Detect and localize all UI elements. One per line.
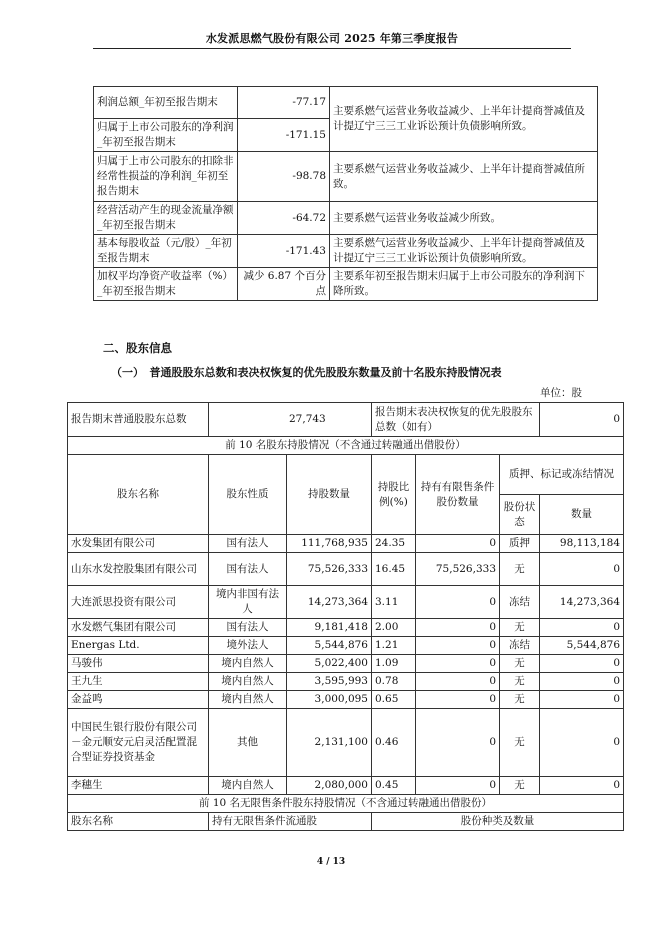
reason-cell: 主要系燃气运营业务收益减少、上半年计提商誉减值及计提辽宁三三工业诉讼预计负债影响所致。 <box>330 87 598 152</box>
header-row <box>68 455 624 495</box>
value-cell: -77.17 <box>238 87 330 119</box>
header-pledge-qty: 数量 <box>540 495 624 535</box>
holder-nature: 境内自然人 <box>209 655 287 673</box>
unrestricted-title: 前 10 名无限售条件股东持股情况（不含通过转融通出借股份） <box>68 795 624 813</box>
holder-ratio: 1.21 <box>372 637 416 655</box>
holder-name: 马骏伟 <box>68 655 209 673</box>
total-holders-value: 27,743 <box>209 403 372 437</box>
holder-qty: 98,113,184 <box>540 535 624 553</box>
shareholders-table <box>67 402 624 831</box>
holder-shares: 3,595,993 <box>287 673 372 691</box>
holder-nature: 境内自然人 <box>209 691 287 709</box>
holder-shares: 9,181,418 <box>287 619 372 637</box>
holder-ratio: 0.78 <box>372 673 416 691</box>
table-row <box>68 655 624 673</box>
holder-status: 无 <box>500 619 540 637</box>
table-row <box>68 586 624 619</box>
table-row <box>94 152 598 202</box>
holder-name: Energas Ltd. <box>68 637 209 655</box>
holder-qty: 0 <box>540 709 624 777</box>
holder-status: 无 <box>500 673 540 691</box>
reason-cell: 主要系年初至报告期末归属于上市公司股东的净利润下降所致。 <box>330 268 598 301</box>
unit-label: 单位：股 <box>540 387 582 399</box>
header-name: 股东名称 <box>68 455 209 535</box>
table-row <box>68 553 624 586</box>
header-pledge: 质押、标记或冻结情况 <box>500 455 624 495</box>
table-row <box>68 619 624 637</box>
holder-name: 水发燃气集团有限公司 <box>68 619 209 637</box>
holder-qty: 0 <box>540 673 624 691</box>
holder-nature: 境内自然人 <box>209 777 287 795</box>
holder-name: 山东水发控股集团有限公司 <box>68 553 209 586</box>
table-row <box>68 709 624 777</box>
holder-status: 无 <box>500 553 540 586</box>
item-cell: 归属于上市公司股东的净利润_年初至报告期末 <box>94 119 238 152</box>
report-header: 水发派思燃气股份有限公司 2025 年第三季度报告 <box>205 32 459 45</box>
holder-qty: 5,544,876 <box>540 637 624 655</box>
table-row <box>68 777 624 795</box>
holder-qty: 0 <box>540 777 624 795</box>
holder-restricted: 0 <box>416 673 500 691</box>
holder-name: 金益鸣 <box>68 691 209 709</box>
item-cell: 基本每股收益（元/股）_年初至报告期末 <box>94 235 238 268</box>
holder-status: 无 <box>500 709 540 777</box>
header-ratio: 持股比例(%) <box>372 455 416 535</box>
holder-name: 水发集团有限公司 <box>68 535 209 553</box>
table-row <box>94 268 598 301</box>
holder-ratio: 0.46 <box>372 709 416 777</box>
holder-restricted: 0 <box>416 709 500 777</box>
holder-shares: 111,768,935 <box>287 535 372 553</box>
header-restricted: 持有有限售条件股份数量 <box>416 455 500 535</box>
holder-nature: 国有法人 <box>209 619 287 637</box>
holder-qty: 0 <box>540 619 624 637</box>
holder-shares: 3,000,095 <box>287 691 372 709</box>
holder-restricted: 0 <box>416 655 500 673</box>
total-holders-label: 报告期末普通股股东总数 <box>68 403 209 437</box>
holder-qty: 0 <box>540 655 624 673</box>
table-row <box>68 795 624 813</box>
holder-restricted: 0 <box>416 586 500 619</box>
table-row <box>68 637 624 655</box>
table-row <box>68 403 624 437</box>
holder-shares: 5,544,876 <box>287 637 372 655</box>
holder-name: 中国民生银行股份有限公司－金元顺安元启灵活配置混合型证券投资基金 <box>68 709 209 777</box>
table-row <box>68 691 624 709</box>
holder-ratio: 3.11 <box>372 586 416 619</box>
table-row <box>68 673 624 691</box>
pref-holders-value: 0 <box>540 403 624 437</box>
header-shares: 持股数量 <box>287 455 372 535</box>
top10-title: 前 10 名股东持股情况（不含通过转融通出借股份） <box>68 437 624 455</box>
holder-restricted: 75,526,333 <box>416 553 500 586</box>
holder-status: 无 <box>500 777 540 795</box>
holder-nature: 境内非国有法人 <box>209 586 287 619</box>
table-row <box>94 202 598 235</box>
value-cell: -171.15 <box>238 119 330 152</box>
unrestricted-header-type: 股份种类及数量 <box>372 813 624 831</box>
holder-restricted: 0 <box>416 619 500 637</box>
holder-nature: 国有法人 <box>209 553 287 586</box>
holder-ratio: 16.45 <box>372 553 416 586</box>
holder-nature: 国有法人 <box>209 535 287 553</box>
reason-cell: 主要系燃气运营业务收益减少、上半年计提商誉减值及计提辽宁三三工业诉讼预计负债影响所致。 <box>330 235 598 268</box>
holder-status: 冻结 <box>500 586 540 619</box>
holder-ratio: 0.65 <box>372 691 416 709</box>
holder-qty: 0 <box>540 691 624 709</box>
holder-ratio: 0.45 <box>372 777 416 795</box>
page-number: 4 / 13 <box>316 857 346 867</box>
item-cell: 利润总额_年初至报告期末 <box>94 87 238 119</box>
subsection-title: （一） 普通股股东总数和表决权恢复的优先股股东数量及前十名股东持股情况表 <box>111 366 502 379</box>
holder-status: 质押 <box>500 535 540 553</box>
holder-shares: 2,080,000 <box>287 777 372 795</box>
holder-shares: 5,022,400 <box>287 655 372 673</box>
holder-ratio: 24.35 <box>372 535 416 553</box>
table-row <box>94 235 598 268</box>
table-row <box>94 87 598 119</box>
holder-ratio: 2.00 <box>372 619 416 637</box>
table-row <box>68 535 624 553</box>
unrestricted-header-count: 持有无限售条件流通股 <box>209 813 372 831</box>
holder-shares: 75,526,333 <box>287 553 372 586</box>
value-cell: 减少 6.87 个百分点 <box>238 268 330 301</box>
holder-restricted: 0 <box>416 691 500 709</box>
holder-nature: 境外法人 <box>209 637 287 655</box>
value-cell: -98.78 <box>238 152 330 202</box>
value-cell: -64.72 <box>238 202 330 235</box>
change-reason-table <box>93 86 598 301</box>
holder-qty: 0 <box>540 553 624 586</box>
holder-nature: 境内自然人 <box>209 673 287 691</box>
holder-status: 无 <box>500 691 540 709</box>
holder-restricted: 0 <box>416 535 500 553</box>
holder-ratio: 1.09 <box>372 655 416 673</box>
holder-name: 大连派思投资有限公司 <box>68 586 209 619</box>
holder-status: 冻结 <box>500 637 540 655</box>
reason-cell: 主要系燃气运营业务收益减少所致。 <box>330 202 598 235</box>
header-row <box>68 813 624 831</box>
holder-name: 李穗生 <box>68 777 209 795</box>
unrestricted-header-name: 股东名称 <box>68 813 209 831</box>
holder-shares: 2,131,100 <box>287 709 372 777</box>
pref-holders-label: 报告期末表决权恢复的优先股股东总数（如有） <box>372 403 540 437</box>
holder-shares: 14,273,364 <box>287 586 372 619</box>
item-cell: 归属于上市公司股东的扣除非经常性损益的净利润_年初至报告期末 <box>94 152 238 202</box>
holder-nature: 其他 <box>209 709 287 777</box>
item-cell: 加权平均净资产收益率（%）_年初至报告期末 <box>94 268 238 301</box>
item-cell: 经营活动产生的现金流量净额_年初至报告期末 <box>94 202 238 235</box>
holder-restricted: 0 <box>416 777 500 795</box>
holder-qty: 14,273,364 <box>540 586 624 619</box>
header-rule <box>93 48 571 49</box>
table-row <box>68 437 624 455</box>
header-pledge-status: 股份状态 <box>500 495 540 535</box>
header-nature: 股东性质 <box>209 455 287 535</box>
holder-name: 王九生 <box>68 673 209 691</box>
holder-status: 无 <box>500 655 540 673</box>
reason-cell: 主要系燃气运营业务收益减少、上半年计提商誉减值所致。 <box>330 152 598 202</box>
holder-restricted: 0 <box>416 637 500 655</box>
section-title: 二、股东信息 <box>103 341 172 355</box>
value-cell: -171.43 <box>238 235 330 268</box>
